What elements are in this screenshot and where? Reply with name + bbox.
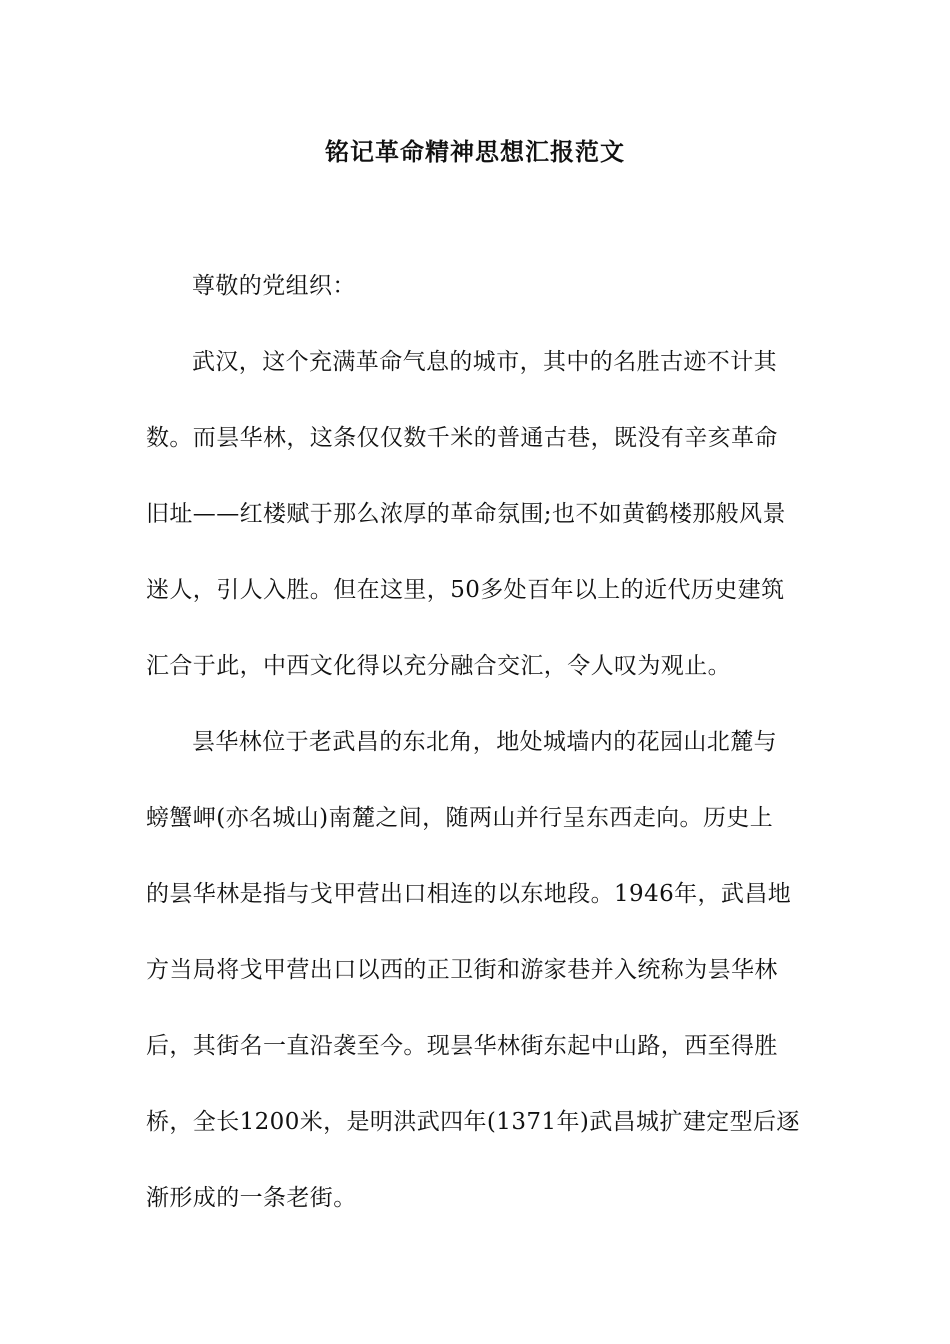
document-body bbox=[146, 248, 806, 1236]
paragraph-2-line-6: 桥，全长1200米，是明洪武四年(1371年)武昌城扩建定型后逐 bbox=[146, 1109, 800, 1135]
paragraph-1-line-4: 迷人，引人入胜。但在这里，50多处百年以上的近代历史建筑 bbox=[146, 577, 785, 603]
paragraph-1-line-3: 旧址——红楼赋于那么浓厚的革命氛围;也不如黄鹤楼那般风景 bbox=[146, 501, 786, 527]
paragraph-2-line-5: 后，其街名一直沿袭至今。现昙华林街东起中山路，西至得胜 bbox=[146, 1033, 778, 1059]
paragraph-2-line-4: 方当局将戈甲营出口以西的正卫街和游家巷并入统称为昙华林 bbox=[146, 957, 778, 983]
paragraph-1-continued bbox=[146, 400, 806, 704]
paragraph-2-continued bbox=[146, 780, 806, 1236]
paragraph-2-line-2: 螃蟹岬(亦名城山)南麓之间，随两山并行呈东西走向。历史上 bbox=[146, 805, 774, 831]
document-title: 铭记革命精神思想汇报范文 bbox=[325, 137, 625, 166]
paragraph-2-line-7: 渐形成的一条老街。 bbox=[146, 1185, 357, 1211]
paragraph-2 bbox=[146, 704, 806, 780]
salutation-text: 尊敬的党组织： bbox=[192, 273, 356, 299]
paragraph-1 bbox=[146, 324, 806, 400]
paragraph-2-line-3: 的昙华林是指与戈甲营出口相连的以东地段。1946年，武昌地 bbox=[146, 881, 792, 907]
paragraph-1-line-1: 武汉，这个充满革命气息的城市，其中的名胜古迹不计其 bbox=[192, 349, 777, 375]
paragraph-1-line-5: 汇合于此，中西文化得以充分融合交汇，令人叹为观止。 bbox=[146, 653, 731, 679]
paragraph-2-line-1: 昙华林位于老武昌的东北角，地处城墙内的花园山北麓与 bbox=[192, 729, 777, 755]
salutation bbox=[146, 248, 806, 324]
paragraph-1-line-2: 数。而昙华林，这条仅仅数千米的普通古巷，既没有辛亥革命 bbox=[146, 425, 778, 451]
